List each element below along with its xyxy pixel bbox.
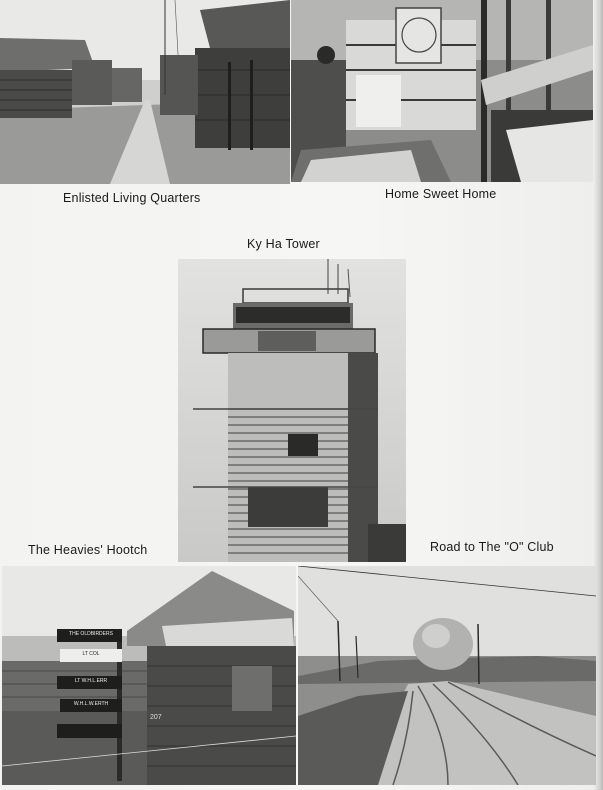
caption-home-sweet-home: Home Sweet Home <box>385 187 497 201</box>
caption-enlisted-living-quarters: Enlisted Living Quarters <box>63 191 201 205</box>
photo-home-sweet-home <box>291 0 593 182</box>
caption-ky-ha-tower: Ky Ha Tower <box>247 237 320 251</box>
caption-heavies-hootch: The Heavies' Hootch <box>28 543 148 557</box>
photo-enlisted-quarters <box>0 0 290 184</box>
sign-board-1: THE OLDBIRDERS <box>69 631 113 637</box>
caption-road-to-o-club: Road to The "O" Club <box>430 540 554 554</box>
sign-board-4: W.H.L.W.ERTH <box>73 701 109 707</box>
sign-board-2: LT COL <box>82 651 100 657</box>
photo-ky-ha-tower <box>178 259 406 562</box>
sign-board-3: LT W.H.L.ERR <box>74 678 108 684</box>
hootch-number: 207 <box>150 714 162 721</box>
photo-heavies-hootch <box>2 566 296 785</box>
photo-road-o-club <box>298 566 596 785</box>
